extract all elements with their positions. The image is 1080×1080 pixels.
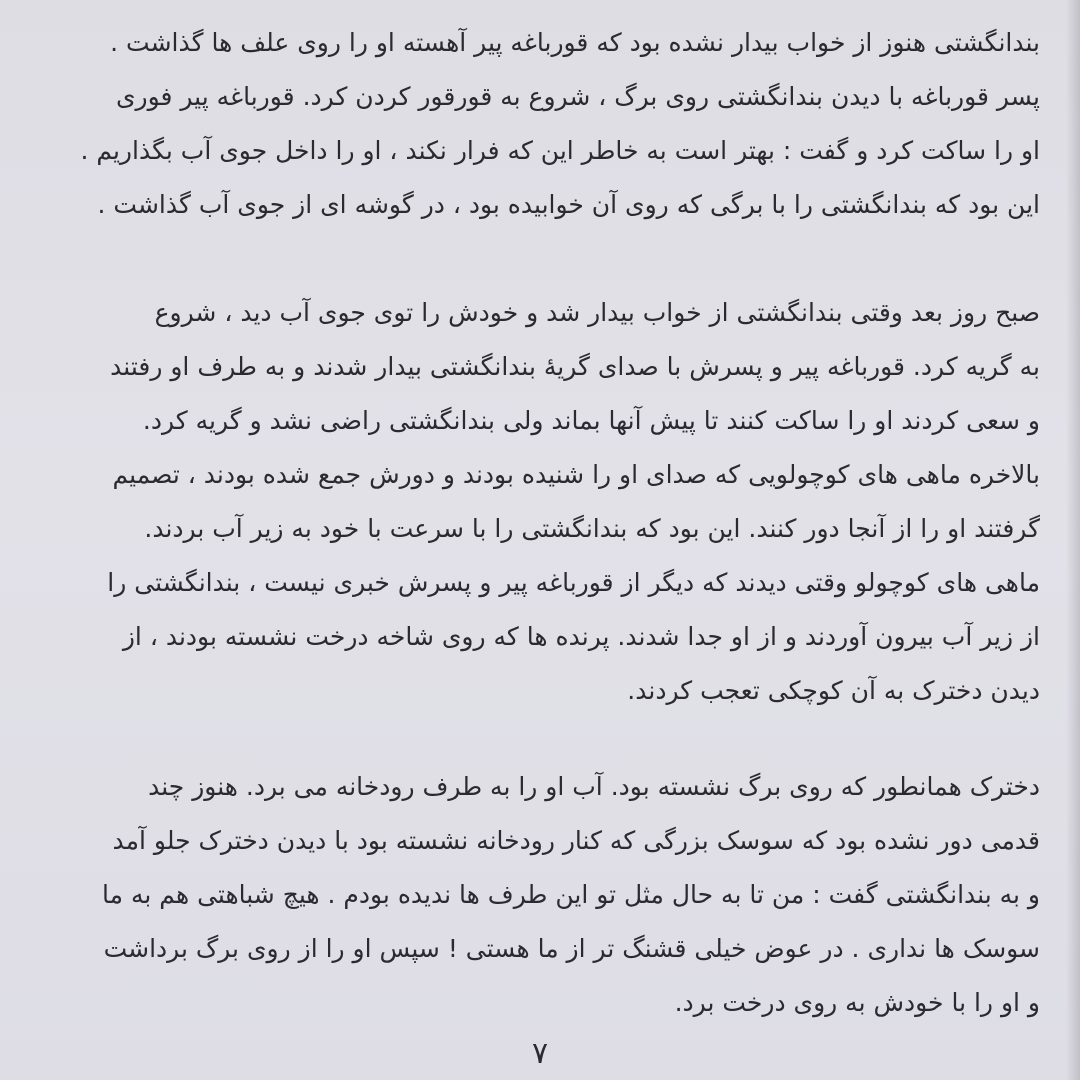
page-number: ۷ — [531, 1036, 549, 1071]
paragraph-2 — [26, 286, 1040, 718]
paragraph-1 — [26, 16, 1040, 232]
paragraph-line: او را ساکت کرد و گفت : بهتر است به خاطر این که فرار نکند ، او را داخل جوی آب بگذاریم . — [80, 136, 1040, 165]
paragraph-line: بالاخره ماهی های کوچولویی که صدای او را شنیده بودند و دورش جمع شده بودند ، تصمیم — [112, 460, 1040, 489]
paragraph-line: ماهی های کوچولو وقتی دیدند که دیگر از قورباغه پیر و پسرش خبری نیست ، بندانگشتی را — [107, 568, 1040, 597]
paragraph-3 — [26, 760, 1040, 1030]
paragraph-line: و او را با خودش به روی درخت برد. — [674, 988, 1040, 1017]
paragraph-line: بندانگشتی هنوز از خواب بیدار نشده بود که قورباغه پیر آهسته او را روی علف ها گذاشت . — [110, 28, 1040, 57]
paragraph-line: این بود که بندانگشتی را با برگی که روی آن خوابیده بود ، در گوشه ای از جوی آب گذاشت . — [97, 190, 1040, 219]
paragraph-line: از زیر آب بیرون آوردند و از او جدا شدند. پرنده ها که روی شاخه درخت نشسته بودند ، از — [122, 622, 1040, 651]
page-edge-shadow — [1066, 0, 1080, 1080]
paragraph-line: دیدن دخترک به آن کوچکی تعجب کردند. — [627, 676, 1040, 705]
paragraph-line: دخترک همانطور که روی برگ نشسته بود. آب او را به طرف رودخانه می برد. هنوز چند — [148, 772, 1040, 801]
paragraph-line: و سعی کردند او را ساکت کنند تا پیش آنها بماند ولی بندانگشتی راضی نشد و گریه کرد. — [142, 406, 1040, 435]
paragraph-line: صبح روز بعد وقتی بندانگشتی از خواب بیدار شد و خودش را توی جوی آب دید ، شروع — [154, 298, 1040, 327]
paragraph-line: پسر قورباغه با دیدن بندانگشتی روی برگ ، شروع به قورقور کردن کرد. قورباغه پیر فوری — [115, 82, 1040, 111]
paragraph-line: گرفتند او را از آنجا دور کنند. این بود که بندانگشتی را با سرعت با خود به زیر آب بردند. — [144, 514, 1040, 543]
paragraph-line: و به بندانگشتی گفت : من تا به حال مثل تو این طرف ها ندیده بودم . هیچ شباهتی هم به ما — [102, 880, 1040, 909]
paragraph-line: به گریه کرد. قورباغه پیر و پسرش با صدای گریهٔ بندانگشتی بیدار شدند و به طرف او رفتند — [110, 352, 1040, 381]
paragraph-line: قدمی دور نشده بود که سوسک بزرگی که کنار رودخانه نشسته بود با دیدن دخترک جلو آمد — [112, 826, 1040, 855]
paragraph-line: سوسک ها نداری . در عوض خیلی قشنگ تر از ما هستی ! سپس او را از روی برگ برداشت — [103, 934, 1040, 963]
